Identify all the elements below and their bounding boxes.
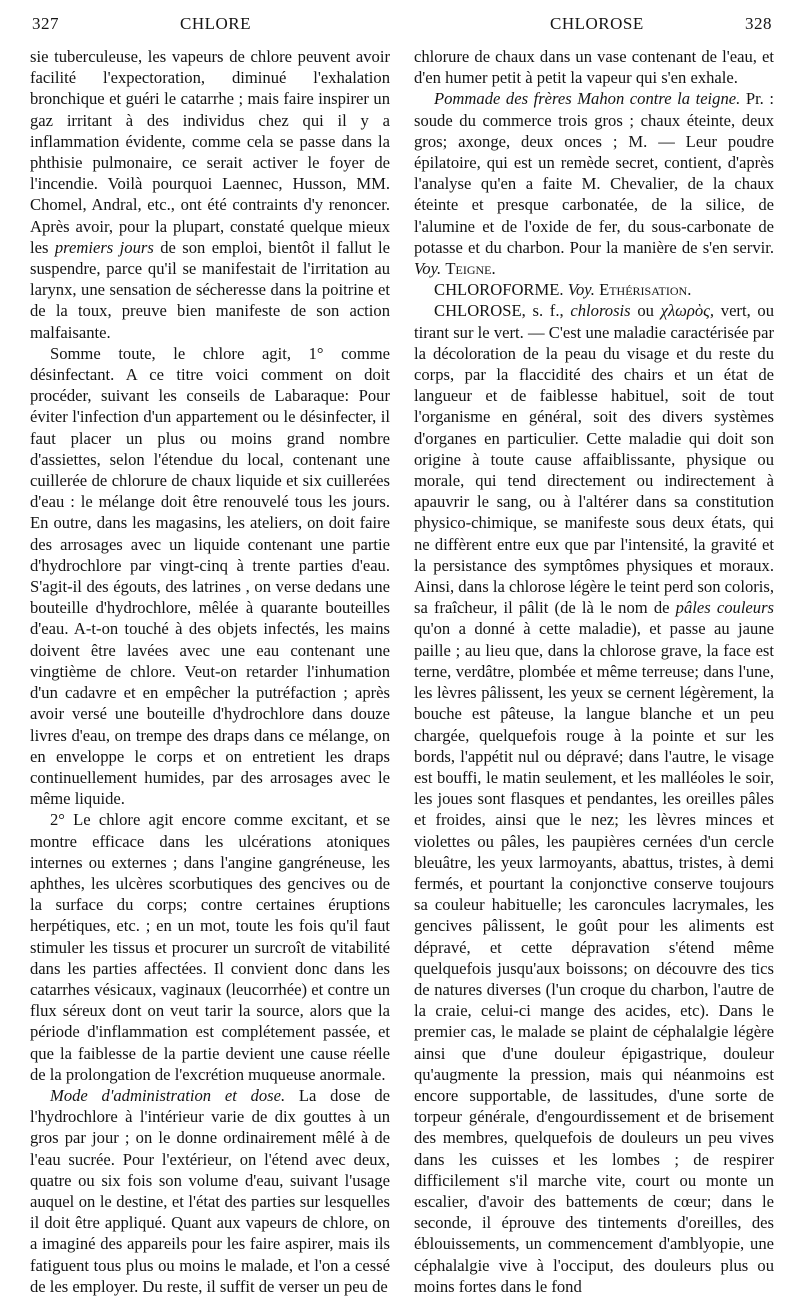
- text-run: ou: [637, 301, 654, 321]
- greek-term: χλωρὸς,: [660, 301, 715, 321]
- text-run: sie tuberculeuse, les vapeurs de chlore peuvent avoir facilité l'expectoration, diminué l'exhalation bronchique et guéri le catarrhe ; mais faire inspirer un gaz irritant à des individus chez qui il y a inflammation évidente, comme cela se passe dans la phthisie pulmonaire, ce serait activer le foyer de l'incendie. Voilà pourquoi Laennec, Husson, MM. Chomel, Andral, etc., ont été contraints d'y renoncer. Après avoir, pour la plupart, constaté quelque mieux les: [30, 47, 390, 257]
- cross-ref-target: Teigne.: [445, 259, 496, 279]
- right-running-title: CHLOROSE: [550, 14, 644, 33]
- emphasis: premiers jours: [54, 237, 154, 257]
- left-paragraph-4: [30, 1085, 390, 1297]
- running-head: [32, 10, 772, 40]
- section-heading: Pommade des frères Mahon contre la teigne.: [434, 89, 741, 109]
- right-page-number: 328: [745, 14, 772, 33]
- emphasis: pâles couleurs: [675, 598, 775, 618]
- text-run: vert, ou tirant sur le vert. — C'est une maladie caractérisée par la décoloration de la peau du visage et du reste du corps, par la flaccidité des chairs et un état de langueur et de faiblesse habituel, soit de tout l'organisme en général, soit des divers systèmes d'organes en particulier. Cette maladie qui doit son origine à toute cause affaiblissante, physique ou morale, qui tend directement ou indirectement à apauvrir le sang, ou à l'altérer dans sa constitution physico-chimique, se manifeste sous deux états, qui ne diffèrent entre eux que par l'intensité, la gravité et la persistance des symptômes physiques et moraux. Ainsi, dans la chlorose légère le teint perd son coloris, sa fraîcheur, il pâlit (de là le nom de: [414, 301, 775, 618]
- right-paragraph-1: chlorure de chaux dans un vase contenant de l'eau, et d'en humer petit à petit la vapeur qui s'en exhale.: [414, 47, 774, 88]
- right-column: [414, 46, 774, 1297]
- text-run: de son emploi, bientôt il fallut le suspendre, parce qu'il se manifestait de l'irritation au larynx, une sensation de sécheresse dans la poitrine et de la toux, preuve bien manifeste de son action malfaisante.: [30, 237, 390, 342]
- text-run: s. f.,: [532, 301, 564, 321]
- left-running-title: CHLORE: [180, 14, 251, 33]
- entry-headword: CHLOROSE,: [434, 301, 526, 321]
- right-paragraph-2: [414, 88, 774, 279]
- entry-chlorose: [414, 300, 774, 1297]
- left-column: [30, 46, 390, 1297]
- cross-ref-label: Voy.: [567, 280, 595, 300]
- text-run: Pr. : soude du commerce trois gros ; chaux éteinte, deux gros; axonge, deux onces ; M. — Leur poudre épilatoire, qui est un remède secret, contient, d'après l'analyse qu'en a faite M. Chevalier, de la chaux éteinte et presque carbonatée, de la silice, de l'alumine et de l'oxide de fer, du sous-carbonate de potasse et du charbon. Pour la manière de s'en servir.: [414, 89, 774, 257]
- cross-ref-target: Ethérisation.: [599, 280, 692, 300]
- left-paragraph-1: [30, 46, 390, 343]
- section-heading: Mode d'administration et dose.: [50, 1085, 286, 1105]
- left-paragraph-2: Somme toute, le chlore agit, 1° comme désinfectant. A ce titre voici comment on doit procéder, suivant les conseils de Labaraque: Pour éviter l'infection d'un appartement ou le désinfecter, il faut placer un plus ou moins grand nombre d'assiettes, selon l'étendue du local, contenant une cuillerée de chlorure de chaux liquide et six cuillerées d'eau : le mélange doit être renouvelé tous les jours. En outre, dans les magasins, les ateliers, on doit faire des arrosages avec un liquide contenant une partie d'hydrochlore par vingt-cinq à trente parties d'eau. S'agit-il des égouts, des latrines , on verse dedans une bouteille d'hydrochlore, mêlée à quarante bouteilles d'eau. A-t-on touché à des objets infectés, les mains doivent être lavées avec une eau contenant une vingtième de chlore. Veut-on retarder l'inhumation d'un cadavre et en empêcher la putréfaction ; après avoir versé une bouteille d'hydrochlore dans douze livres d'eau, on trempe des draps dans ce mélange, on en enveloppe le corps et on entretient les draps continuellement humides, par des arrosages avec le même liquide.: [30, 343, 390, 809]
- entry-headword: CHLOROFORME.: [434, 280, 564, 300]
- left-page-number: 327: [32, 14, 59, 33]
- left-paragraph-3: 2° Le chlore agit encore comme excitant, et se montre efficace dans les ulcérations atoniques internes ou externes ; dans l'angine gangréneuse, les aphthes, les ulcères scorbutiques des gencives ou de la surface du corps; contre certaines éruptions herpétiques, etc. ; en un mot, toute les fois qu'il faut stimuler les tissus et procurer un surcroît de vitabilité dans les parties affectées. Il convient donc dans les catarrhes vésicaux, vaginaux (leucorrhée) et contre un flux séreux dont on veut tarir la source, alors que la période d'inflammation est complétement passée, et que la faiblesse de la partie devient une cause réelle de la prolongation de l'excrétion muqueuse anormale.: [30, 810, 390, 1084]
- entry-chloroforme: [414, 279, 774, 300]
- text-run: qu'on a donné à cette maladie), et passe au jaune paille ; au lieu que, dans la chlorose grave, la face est terne, verdâtre, plombée et même terreuse; dans l'une, les lèvres pâlissent, les yeux se cernent légèrement, la bouche est pâteuse, la langue blanche et un peu chargée, quelquefois rouge à la pointe et sur les bords, l'appétit nul ou dépravé; dans l'autre, le visage est bouffi, le matin seulement, et les malléoles le soir, les joues sont flasques et pendantes, les oreilles pâles et froides, ainsi que le nez; les lèvres minces et violettes ou pâles, les paupières cernées d'un cercle bleuâtre, les yeux larmoyants, abattus, tristes, à demi fermés, et pourtant la conjonctive conserve toujours sa couleur habituelle; les caroncules lacrymales, les gencives pâlissent, le goût pour les aliments est dépravé, et cette dépravation s'étend même quelquefois jusqu'aux boissons; on découvre des tics de natures diverses (l'un croque du charbon, l'autre de la craie, celui-ci mange des acides, etc). Dans le premier cas, le malade se plaint de céphalalgie légère ainsi que d'une douleur épigastrique, douleur qu'augmente la pression, mais qui néanmoins est encore supportable, de lassitudes, d'une sorte de torpeur générale, d'engourdissement et de brisement des membres, quelquefois de douleurs un peu vives dans les cuisses et les lombes ; de respirer difficilement s'il marche vite, court ou monte un escalier, d'avoir des battements de cœur; dans le seconde, il éprouve des tintements d'oreilles, des éblouissements, un commencement d'amblyopie, une céphalalgie vive à l'occiput, des douleurs plus ou moins fortes dans le fond: [414, 619, 774, 1296]
- cross-ref-label: Voy.: [414, 259, 442, 279]
- text-run: La dose de l'hydrochlore à l'intérieur varie de dix gouttes à un gros par jour ; on le donne ordinairement mêlé à de l'eau sucrée. Pour l'extérieur, on l'étend avec deux, quatre ou six fois son volume d'eau, suivant l'usage auquel on le destine, et l'état des parties sur lesquelles il doit être appliqué. Quant aux vapeurs de chlore, on a imaginé des appareils pour les faire aspirer, mais ils fatiguent tous plus ou moins le malade, et l'on a cessé de les employer. Du reste, il suffit de verser un peu de: [30, 1085, 390, 1296]
- latin-term: chlorosis: [570, 301, 631, 321]
